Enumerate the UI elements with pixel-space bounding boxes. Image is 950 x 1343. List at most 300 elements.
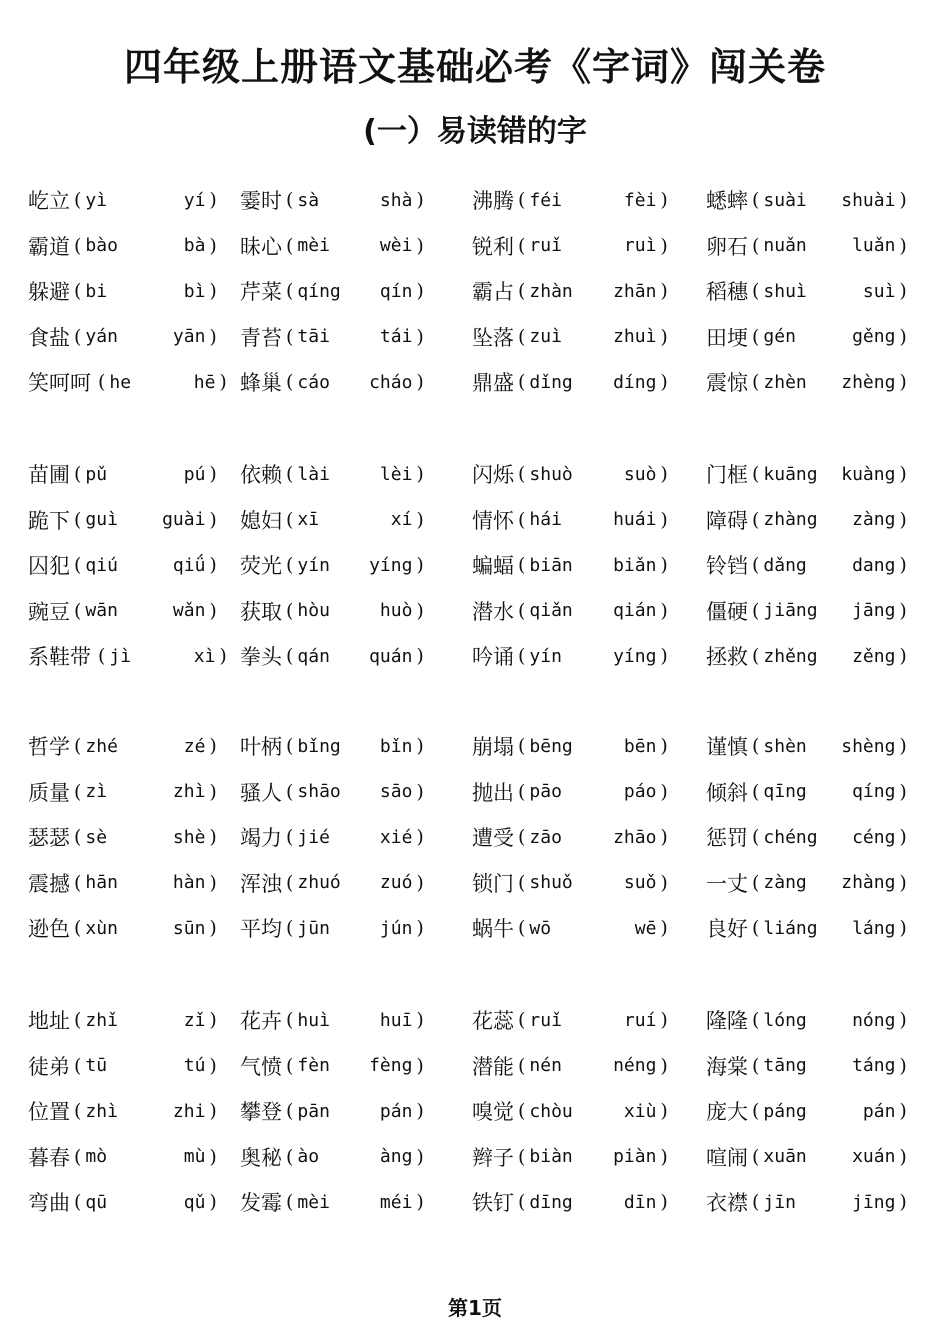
- pinyin-option-a[interactable]: pān: [297, 1100, 330, 1122]
- open-paren: (: [286, 645, 294, 668]
- open-paren: (: [286, 1145, 294, 1168]
- pinyin-option-b[interactable]: zhān: [613, 280, 657, 302]
- word-item: [240, 863, 428, 903]
- pinyin-option-a[interactable]: xùn: [85, 917, 118, 939]
- pinyin-option-b[interactable]: nóng: [852, 1009, 896, 1031]
- pinyin-option-a[interactable]: bào: [85, 235, 118, 257]
- open-paren: (: [518, 826, 526, 849]
- word-item: [472, 908, 672, 948]
- pinyin-options: [85, 1055, 205, 1076]
- close-paren: ): [416, 325, 424, 348]
- pinyin-option-b[interactable]: shuài: [841, 189, 896, 211]
- word-item: [240, 500, 428, 540]
- pinyin-option-a[interactable]: biān: [529, 554, 573, 576]
- pinyin-option-a[interactable]: qū: [85, 1191, 108, 1213]
- word-text: 食盐: [28, 325, 70, 350]
- close-paren: ): [209, 554, 217, 577]
- pinyin-option-b[interactable]: zǐ: [183, 1009, 206, 1031]
- pinyin-option-b[interactable]: bà: [183, 235, 206, 257]
- pinyin-options: [529, 646, 656, 667]
- pinyin-option-b[interactable]: shè: [172, 826, 206, 848]
- pinyin-option-b[interactable]: xuán: [852, 1146, 896, 1168]
- pinyin-option-b[interactable]: suì: [862, 280, 896, 302]
- pinyin-option-b[interactable]: qǔ: [183, 1191, 206, 1213]
- pinyin-option-b[interactable]: cháo: [369, 371, 413, 393]
- pinyin-option-b[interactable]: zhi: [172, 1100, 206, 1122]
- pinyin-option-a[interactable]: ruǐ: [529, 235, 562, 257]
- pinyin-option-a[interactable]: zhěng: [763, 645, 818, 667]
- pinyin-option-b[interactable]: lèi: [379, 463, 413, 485]
- open-paren: (: [286, 871, 294, 894]
- close-paren: ): [899, 1054, 907, 1077]
- pinyin-options: [85, 600, 205, 621]
- word-item: [472, 226, 672, 266]
- pinyin-option-a[interactable]: ruǐ: [529, 1009, 562, 1031]
- open-paren: (: [518, 508, 526, 531]
- open-paren: (: [518, 280, 526, 303]
- close-paren: ): [899, 645, 907, 668]
- pinyin-option-a[interactable]: jié: [297, 826, 330, 848]
- pinyin-option-a[interactable]: dǐng: [529, 371, 573, 393]
- pinyin-option-a[interactable]: zhàng: [763, 509, 818, 531]
- open-paren: (: [518, 871, 526, 894]
- pinyin-option-a[interactable]: qán: [297, 645, 330, 667]
- pinyin-option-a[interactable]: huì: [297, 1009, 330, 1031]
- pinyin-option-b[interactable]: kuàng: [841, 463, 896, 485]
- pinyin-option-b[interactable]: shèng: [841, 735, 896, 757]
- close-paren: ): [660, 554, 668, 577]
- pinyin-option-a[interactable]: shuò: [529, 463, 573, 485]
- pinyin-options: [297, 509, 412, 530]
- word-text: 辫子: [472, 1145, 514, 1170]
- open-paren: (: [752, 280, 760, 303]
- open-paren: (: [286, 826, 294, 849]
- pinyin-option-b[interactable]: hē: [193, 371, 216, 393]
- pinyin-options: [763, 1146, 895, 1167]
- pinyin-option-b[interactable]: fèng: [369, 1055, 413, 1077]
- pinyin-option-a[interactable]: shuǒ: [529, 872, 573, 894]
- pinyin-option-b[interactable]: huái: [613, 509, 657, 531]
- pinyin-options: [297, 1101, 412, 1122]
- pinyin-option-b[interactable]: dang: [852, 554, 896, 576]
- pinyin-option-b[interactable]: qíng: [852, 781, 896, 803]
- word-item: [706, 545, 911, 585]
- pinyin-options: [85, 1192, 205, 1213]
- close-paren: ): [899, 280, 907, 303]
- pinyin-option-a[interactable]: tāng: [763, 1055, 807, 1077]
- pinyin-options: [529, 1010, 656, 1031]
- open-paren: (: [752, 645, 760, 668]
- word-item: [706, 908, 911, 948]
- word-item: [28, 636, 231, 676]
- pinyin-option-a[interactable]: hái: [529, 509, 562, 531]
- word-item: [706, 454, 911, 494]
- close-paren: ): [660, 325, 668, 348]
- pinyin-option-b[interactable]: luǎn: [852, 235, 896, 257]
- open-paren: (: [518, 371, 526, 394]
- pinyin-option-a[interactable]: ào: [297, 1146, 320, 1168]
- pinyin-option-b[interactable]: mù: [183, 1146, 206, 1168]
- pinyin-option-b[interactable]: jīng: [852, 1191, 896, 1213]
- pinyin-option-b[interactable]: wē: [634, 917, 657, 939]
- word-item: [28, 1182, 221, 1222]
- pinyin-option-a[interactable]: qiú: [85, 554, 118, 576]
- pinyin-options: [297, 235, 412, 256]
- pinyin-option-b[interactable]: pú: [183, 463, 206, 485]
- pinyin-option-b[interactable]: pán: [862, 1100, 896, 1122]
- pinyin-option-b[interactable]: zhàng: [841, 872, 896, 894]
- pinyin-option-a[interactable]: biàn: [529, 1146, 573, 1168]
- pinyin-options: [529, 1146, 656, 1167]
- pinyin-option-b[interactable]: hàn: [172, 872, 206, 894]
- open-paren: (: [286, 325, 294, 348]
- open-paren: (: [518, 1054, 526, 1077]
- word-item: [240, 226, 428, 266]
- word-item: [240, 454, 428, 494]
- close-paren: ): [660, 599, 668, 622]
- open-paren: (: [518, 189, 526, 211]
- close-paren: ): [416, 1100, 424, 1123]
- pinyin-option-a[interactable]: jiāng: [763, 600, 818, 622]
- pinyin-option-a[interactable]: dǎng: [763, 554, 807, 576]
- pinyin-option-b[interactable]: céng: [852, 826, 896, 848]
- word-text: 门框: [706, 463, 748, 487]
- pinyin-option-a[interactable]: nuǎn: [763, 235, 807, 257]
- word-row: [0, 317, 950, 363]
- word-text: 海棠: [706, 1054, 748, 1079]
- pinyin-option-a[interactable]: xuān: [763, 1146, 807, 1168]
- pinyin-option-a[interactable]: lóng: [763, 1009, 807, 1031]
- close-paren: ): [416, 234, 424, 257]
- word-item: [706, 726, 911, 766]
- pinyin-option-a[interactable]: liáng: [763, 917, 818, 939]
- pinyin-option-b[interactable]: ruí: [623, 1009, 657, 1031]
- close-paren: ): [416, 599, 424, 622]
- pinyin-option-a[interactable]: guì: [85, 509, 118, 531]
- pinyin-option-a[interactable]: zhì: [85, 1100, 118, 1122]
- word-text: 倾斜: [706, 780, 748, 805]
- pinyin-option-a[interactable]: lài: [297, 463, 330, 485]
- pinyin-option-a[interactable]: suài: [763, 189, 807, 211]
- word-item: [240, 362, 428, 402]
- close-paren: ): [416, 371, 424, 394]
- pinyin-option-b[interactable]: qián: [613, 600, 657, 622]
- pinyin-option-b[interactable]: wǎn: [172, 600, 206, 622]
- pinyin-options: [297, 736, 412, 757]
- pinyin-option-a[interactable]: bi: [85, 280, 108, 302]
- close-paren: ): [660, 871, 668, 894]
- open-paren: (: [286, 1054, 294, 1077]
- word-row: [0, 226, 950, 272]
- pinyin-option-a[interactable]: shèn: [763, 735, 807, 757]
- section-subtitle: (一）易读错的字: [363, 114, 587, 149]
- word-row: [0, 1000, 950, 1046]
- word-row: [0, 454, 950, 500]
- word-item: [706, 500, 911, 540]
- word-item: [706, 271, 911, 311]
- word-item: [240, 1046, 428, 1086]
- pinyin-options: [529, 1055, 656, 1076]
- pinyin-options: [763, 781, 895, 802]
- word-text: 发霉: [240, 1191, 282, 1216]
- pinyin-option-a[interactable]: sè: [85, 826, 108, 848]
- pinyin-options: [297, 190, 412, 211]
- word-text: 昧心: [240, 234, 282, 259]
- pinyin-option-a[interactable]: féi: [529, 189, 562, 211]
- word-text: 良好: [706, 917, 748, 942]
- pinyin-option-b[interactable]: sāo: [379, 781, 413, 803]
- pinyin-option-a[interactable]: shāo: [297, 781, 341, 803]
- pinyin-options: [763, 600, 895, 621]
- pinyin-options: [529, 736, 656, 757]
- pinyin-option-a[interactable]: zhuó: [297, 872, 341, 894]
- close-paren: ): [416, 917, 424, 940]
- pinyin-option-b[interactable]: pán: [379, 1100, 413, 1122]
- word-text: 暮春: [28, 1145, 70, 1170]
- pinyin-option-a[interactable]: páng: [763, 1100, 807, 1122]
- pinyin-option-b[interactable]: táng: [852, 1055, 896, 1077]
- word-item: [240, 1091, 428, 1131]
- pinyin-option-b[interactable]: dīn: [623, 1191, 657, 1213]
- pinyin-options: [297, 872, 412, 893]
- word-row: [0, 1137, 950, 1183]
- word-row: [0, 772, 950, 818]
- word-item: [240, 726, 428, 766]
- pinyin-option-b[interactable]: bēn: [623, 735, 657, 757]
- pinyin-options: [297, 555, 412, 576]
- pinyin-option-a[interactable]: mò: [85, 1146, 108, 1168]
- word-text: 地址: [28, 1009, 70, 1033]
- pinyin-option-a[interactable]: bǐng: [297, 735, 341, 757]
- word-item: [472, 180, 672, 220]
- word-item: [240, 180, 428, 220]
- pinyin-option-a[interactable]: zuì: [529, 326, 562, 348]
- pinyin-options: [763, 281, 895, 302]
- pinyin-option-a[interactable]: zhèn: [763, 371, 807, 393]
- open-paren: (: [518, 645, 526, 668]
- pinyin-option-b[interactable]: xí: [390, 509, 413, 531]
- pinyin-option-b[interactable]: quán: [369, 645, 413, 667]
- word-item: [472, 772, 672, 812]
- pinyin-option-b[interactable]: tái: [379, 326, 413, 348]
- pinyin-option-b[interactable]: suǒ: [623, 872, 657, 894]
- pinyin-option-b[interactable]: bì: [183, 280, 206, 302]
- pinyin-option-a[interactable]: bēng: [529, 735, 573, 757]
- word-text: 隆隆: [706, 1009, 748, 1033]
- word-row: [0, 271, 950, 317]
- pinyin-options: [85, 555, 205, 576]
- pinyin-option-a[interactable]: kuāng: [763, 463, 818, 485]
- word-item: [706, 226, 911, 266]
- close-paren: ): [209, 780, 217, 803]
- word-text: 逊色: [28, 917, 70, 942]
- pinyin-options: [529, 464, 656, 485]
- pinyin-option-a[interactable]: chéng: [763, 826, 818, 848]
- open-paren: (: [518, 325, 526, 348]
- open-paren: (: [752, 780, 760, 803]
- pinyin-option-b[interactable]: páo: [623, 781, 657, 803]
- open-paren: (: [74, 871, 82, 894]
- word-item: [28, 1046, 221, 1086]
- pinyin-option-b[interactable]: yí: [183, 189, 206, 211]
- pinyin-option-a[interactable]: dīng: [529, 1191, 573, 1213]
- close-paren: ): [899, 234, 907, 257]
- pinyin-option-b[interactable]: gěng: [852, 326, 896, 348]
- close-paren: ): [660, 645, 668, 668]
- pinyin-option-b[interactable]: zuó: [379, 872, 413, 894]
- pinyin-option-a[interactable]: qiǎn: [529, 600, 573, 622]
- pinyin-option-b[interactable]: ruì: [623, 235, 657, 257]
- pinyin-option-a[interactable]: zì: [85, 781, 108, 803]
- pinyin-options: [297, 1192, 412, 1213]
- pinyin-option-a[interactable]: sà: [297, 189, 320, 211]
- word-row: [0, 863, 950, 909]
- pinyin-option-a[interactable]: jūn: [297, 917, 330, 939]
- close-paren: ): [660, 1009, 668, 1031]
- pinyin-option-a[interactable]: zhàn: [529, 280, 573, 302]
- pinyin-option-a[interactable]: mèi: [297, 235, 330, 257]
- pinyin-options: [85, 464, 205, 485]
- pinyin-option-a[interactable]: chòu: [529, 1100, 573, 1122]
- pinyin-option-b[interactable]: huò: [379, 600, 413, 622]
- pinyin-option-a[interactable]: he: [109, 371, 132, 393]
- word-row: [0, 817, 950, 863]
- pinyin-options: [763, 872, 895, 893]
- pinyin-option-a[interactable]: qīng: [763, 781, 807, 803]
- pinyin-option-a[interactable]: yín: [529, 645, 562, 667]
- pinyin-option-b[interactable]: zěng: [852, 645, 896, 667]
- pinyin-option-a[interactable]: jīn: [763, 1191, 796, 1213]
- pinyin-option-b[interactable]: fèi: [623, 189, 657, 211]
- word-item: [472, 545, 672, 585]
- open-paren: (: [74, 1145, 82, 1168]
- pinyin-option-b[interactable]: láng: [852, 917, 896, 939]
- open-paren: (: [752, 463, 760, 485]
- pinyin-option-a[interactable]: tū: [85, 1055, 108, 1077]
- pinyin-option-a[interactable]: pǔ: [85, 463, 108, 485]
- close-paren: ): [660, 1145, 668, 1168]
- pinyin-option-a[interactable]: pāo: [529, 781, 562, 803]
- pinyin-option-b[interactable]: jún: [379, 917, 413, 939]
- close-paren: ): [660, 463, 668, 485]
- pinyin-option-b[interactable]: zhuì: [613, 326, 657, 348]
- pinyin-option-a[interactable]: jì: [109, 645, 132, 667]
- pinyin-option-b[interactable]: zé: [183, 735, 206, 757]
- pinyin-option-a[interactable]: qíng: [297, 280, 341, 302]
- pinyin-option-b[interactable]: zhèng: [841, 371, 896, 393]
- pinyin-option-b[interactable]: piàn: [613, 1146, 657, 1168]
- pinyin-options: [85, 827, 205, 848]
- pinyin-option-a[interactable]: cáo: [297, 371, 330, 393]
- pinyin-option-b[interactable]: guài: [162, 509, 206, 531]
- pinyin-option-a[interactable]: hòu: [297, 600, 330, 622]
- pinyin-option-b[interactable]: xiù: [623, 1100, 657, 1122]
- close-paren: ): [209, 325, 217, 348]
- pinyin-option-a[interactable]: nén: [529, 1055, 562, 1077]
- open-paren: (: [98, 371, 106, 394]
- pinyin-option-a[interactable]: shuì: [763, 280, 807, 302]
- pinyin-option-b[interactable]: sūn: [172, 917, 206, 939]
- pinyin-option-a[interactable]: gén: [763, 326, 796, 348]
- close-paren: ): [209, 1100, 217, 1123]
- close-paren: ): [899, 735, 907, 757]
- close-paren: ): [899, 599, 907, 622]
- pinyin-option-b[interactable]: néng: [613, 1055, 657, 1077]
- pinyin-option-a[interactable]: zhǐ: [85, 1009, 118, 1031]
- pinyin-option-b[interactable]: zàng: [852, 509, 896, 531]
- pinyin-option-a[interactable]: zhé: [85, 735, 118, 757]
- pinyin-options: [763, 190, 895, 211]
- word-text: 哲学: [28, 735, 70, 759]
- pinyin-option-a[interactable]: yì: [85, 189, 108, 211]
- word-item: [706, 863, 911, 903]
- pinyin-option-a[interactable]: zāo: [529, 826, 562, 848]
- pinyin-option-b[interactable]: huī: [379, 1009, 413, 1031]
- pinyin-option-b[interactable]: suò: [623, 463, 657, 485]
- pinyin-option-b[interactable]: díng: [613, 371, 657, 393]
- word-item: [472, 1046, 672, 1086]
- pinyin-option-a[interactable]: yín: [297, 554, 330, 576]
- pinyin-options: [529, 281, 656, 302]
- word-text: 僵硬: [706, 599, 748, 624]
- close-paren: ): [660, 371, 668, 394]
- word-text: 获取: [240, 599, 282, 624]
- word-item: [28, 817, 221, 857]
- pinyin-option-b[interactable]: zhāo: [613, 826, 657, 848]
- pinyin-option-a[interactable]: xī: [297, 509, 320, 531]
- open-paren: (: [752, 189, 760, 211]
- pinyin-option-b[interactable]: yān: [172, 326, 206, 348]
- pinyin-options: [763, 1055, 895, 1076]
- pinyin-option-b[interactable]: xié: [379, 826, 413, 848]
- word-item: [472, 863, 672, 903]
- pinyin-option-b[interactable]: qín: [379, 280, 413, 302]
- pinyin-option-a[interactable]: zàng: [763, 872, 807, 894]
- pinyin-option-b[interactable]: biǎn: [613, 554, 657, 576]
- close-paren: ): [416, 826, 424, 849]
- open-paren: (: [752, 1145, 760, 1168]
- pinyin-option-a[interactable]: fèn: [297, 1055, 330, 1077]
- pinyin-options: [297, 600, 412, 621]
- pinyin-option-b[interactable]: tú: [183, 1055, 206, 1077]
- pinyin-option-a[interactable]: hān: [85, 872, 118, 894]
- pinyin-option-b[interactable]: xì: [193, 645, 216, 667]
- close-paren: ): [899, 325, 907, 348]
- pinyin-option-b[interactable]: jāng: [852, 600, 896, 622]
- pinyin-option-a[interactable]: yán: [85, 326, 118, 348]
- pinyin-options: [529, 372, 656, 393]
- pinyin-option-b[interactable]: wèi: [379, 235, 413, 257]
- pinyin-option-b[interactable]: qiǘ: [172, 554, 206, 576]
- pinyin-options: [109, 372, 215, 393]
- pinyin-option-b[interactable]: méi: [379, 1191, 413, 1213]
- pinyin-option-a[interactable]: mèi: [297, 1191, 330, 1213]
- pinyin-options: [297, 1146, 412, 1167]
- pinyin-option-b[interactable]: yíng: [369, 554, 413, 576]
- pinyin-option-a[interactable]: wō: [529, 917, 552, 939]
- pinyin-option-a[interactable]: tāi: [297, 326, 330, 348]
- word-row: [0, 362, 950, 408]
- pinyin-option-b[interactable]: bǐn: [379, 735, 413, 757]
- pinyin-option-b[interactable]: zhì: [172, 781, 206, 803]
- word-item: [28, 726, 221, 766]
- pinyin-option-b[interactable]: àng: [379, 1146, 413, 1168]
- word-item: [472, 726, 672, 766]
- pinyin-option-a[interactable]: wān: [85, 600, 118, 622]
- pinyin-option-b[interactable]: shà: [379, 189, 413, 211]
- word-text: 崩塌: [472, 735, 514, 759]
- pinyin-option-b[interactable]: yíng: [613, 645, 657, 667]
